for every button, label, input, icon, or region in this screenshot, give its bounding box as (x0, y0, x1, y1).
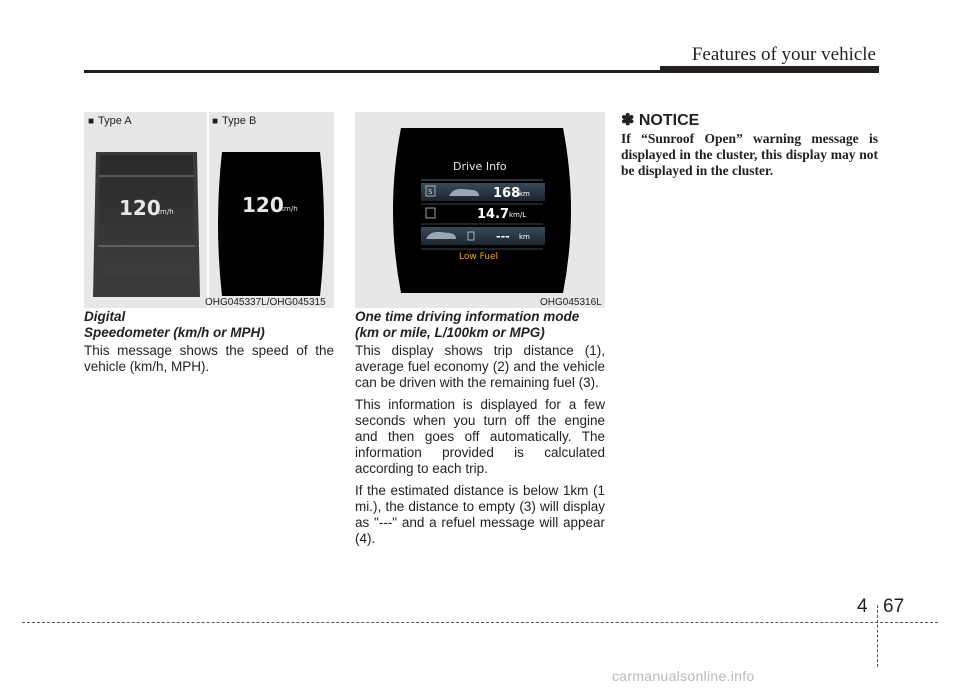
square-bullet-icon: ■ (88, 116, 95, 127)
speedometer-heading: Digital Speedometer (km/h or MPH) (84, 309, 265, 340)
speed-value-a: 120 (119, 196, 161, 220)
trip-distance-value: 168 (493, 186, 521, 201)
distance-to-empty-unit: km (519, 233, 530, 241)
drive-info-display (393, 128, 571, 293)
type-b-label: ■ Type B (212, 115, 257, 127)
fuel-economy-value: 14.7 (477, 207, 510, 222)
trip-distance-unit: km (519, 190, 530, 198)
notice-body: If “Sunroof Open” warning message is displayed in the cluster, this display may not be displayed in the cluster. (621, 131, 878, 178)
distance-to-empty-value: --- (496, 230, 510, 243)
speedometer-type-b-display (216, 152, 326, 296)
speed-unit-b: km/h (280, 205, 298, 213)
page-number: 67 (883, 596, 905, 617)
fuel-economy-unit: km/L (509, 211, 527, 219)
drive-info-title: Drive Info (453, 160, 507, 173)
paragraph: If the estimated distance is below 1km (1 mi.), the distance to empty (3) will display as "---" and a refuel message will appear (4). (355, 482, 605, 547)
footer-divider (877, 605, 878, 667)
speed-value-b: 120 (242, 193, 284, 217)
drive-info-description (355, 343, 605, 552)
figure-divider (207, 112, 209, 308)
chapter-number: 4 (857, 596, 868, 617)
speedometer-type-a-display (93, 150, 200, 297)
low-fuel-message: Low Fuel (459, 252, 499, 262)
paragraph: This information is displayed for a few seconds when you turn off the engine and then goes off automatically. The information provided is calculated according to each trip. (355, 396, 605, 477)
type-a-label: ■ Type A (88, 115, 132, 127)
header-rule-accent (660, 66, 879, 72)
svg-text:S: S (428, 188, 433, 196)
square-bullet-icon: ■ (212, 116, 219, 127)
paragraph: This display shows trip distance (1), average fuel economy (2) and the vehicle can be driven with the remaining fuel (3). (355, 343, 605, 391)
speed-unit-a: km/h (156, 208, 174, 216)
notice-title: ✽ NOTICE (621, 112, 700, 129)
drive-info-heading: One time driving information mode (km or mile, L/100km or MPG) (355, 309, 580, 340)
section-title: Features of your vehicle (691, 44, 876, 65)
speedometer-description: This message shows the speed of the vehicle (km/h, MPH). (84, 343, 334, 375)
footer-rule (22, 622, 938, 623)
figure-caption-drive-info: OHG045316L (540, 297, 602, 308)
figure-caption-speedometer: OHG045337L/OHG045315 (205, 297, 326, 308)
watermark: carmanualsonline.info (612, 668, 755, 684)
